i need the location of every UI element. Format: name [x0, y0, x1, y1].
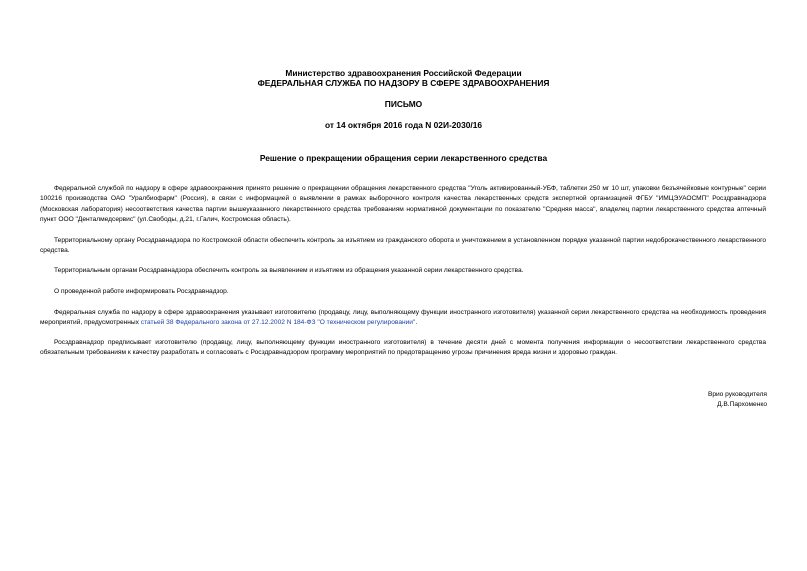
signature-name: Д.В.Пархоменко: [717, 401, 767, 408]
paragraph-text-end: .: [415, 319, 418, 327]
law-article-link[interactable]: статьей 38 Федерального закона от 27.12.2002 N 184-ФЗ "О техническом регулировании": [140, 319, 416, 327]
document-subject: Решение о прекращении обращения серии лекарственного средства: [259, 153, 548, 163]
paragraph-text: Федеральная служба по надзору в сфере здравоохранения указывает изготовителю (продавцу, лицу, выполняющему функции иностранного изготовителя) указанной серии лекарственного средства на необходимость проведения мероприятий, предусмотренных: [40, 309, 766, 327]
ministry-title: Министерство здравоохранения Российской Федерации: [285, 68, 522, 78]
service-title: ФЕДЕРАЛЬНАЯ СЛУЖБА ПО НАДЗОРУ В СФЕРЕ ЗДРАВООХРАНЕНИЯ: [257, 78, 550, 88]
paragraph-territorial-kostroma: Территориальному органу Росздравнадзора по Костромской области обеспечить контроль за изъятием из гражданского оборота и уничтожением в установленном порядке указанной партии недоброкачественного лекарственного средства.: [40, 237, 766, 255]
signature-position: Врио руководителя: [707, 391, 767, 398]
paragraph-decision: Федеральной службой по надзору в сфере здравоохранения принято решение о прекращении обращения лекарственного средства "Уголь активированный-УБФ, таблетки 250 мг 10 шт, упаковки безъячейковые контурные" серии 100216 производства ОАО "Уралбиофарм" (Россия), в связи с информацией о выявлении в рамках выборочного контроля качества лекарственных средств экспертной организацией ФГБУ "ИМЦЭУАОСМП" Росздравнадзора (Московская лаборатория) несоответствия качества партии вышеуказанного лекарственного средства требованиям нормативной документации по показателю "Средняя масса", владелец партии лекарственного средства аптечный пункт ООО "Денталмедсервис" (ул.Свободы, д.21, г.Галич, Костромская область).: [40, 185, 766, 224]
paragraph-territorial-bodies: Территориальным органам Росздравнадзора обеспечить контроль за выявлением и изъятием из обращения указанной серии лекарственного средства.: [54, 267, 524, 274]
document-type: ПИСЬМО: [384, 99, 423, 109]
document-date-number: от 14 октября 2016 года N 02И-2030/16: [324, 120, 483, 130]
paragraph-report: О проведенной работе информировать Росздравнадзор.: [54, 288, 229, 295]
paragraph-manufacturer-measures: [40, 308, 766, 329]
paragraph-program: Росздравнадзор предписывает изготовителю (продавцу, лицу, выполняющему функции иностранного изготовителя) в течение десяти дней с момента получения информации о несоответствии лекарственного средства обязательным требованиям к качеству разработать и согласовать с Росздравнадзором программу мероприятий по предотвращению угрозы причинения вреда жизни и здоровью граждан.: [40, 339, 766, 357]
